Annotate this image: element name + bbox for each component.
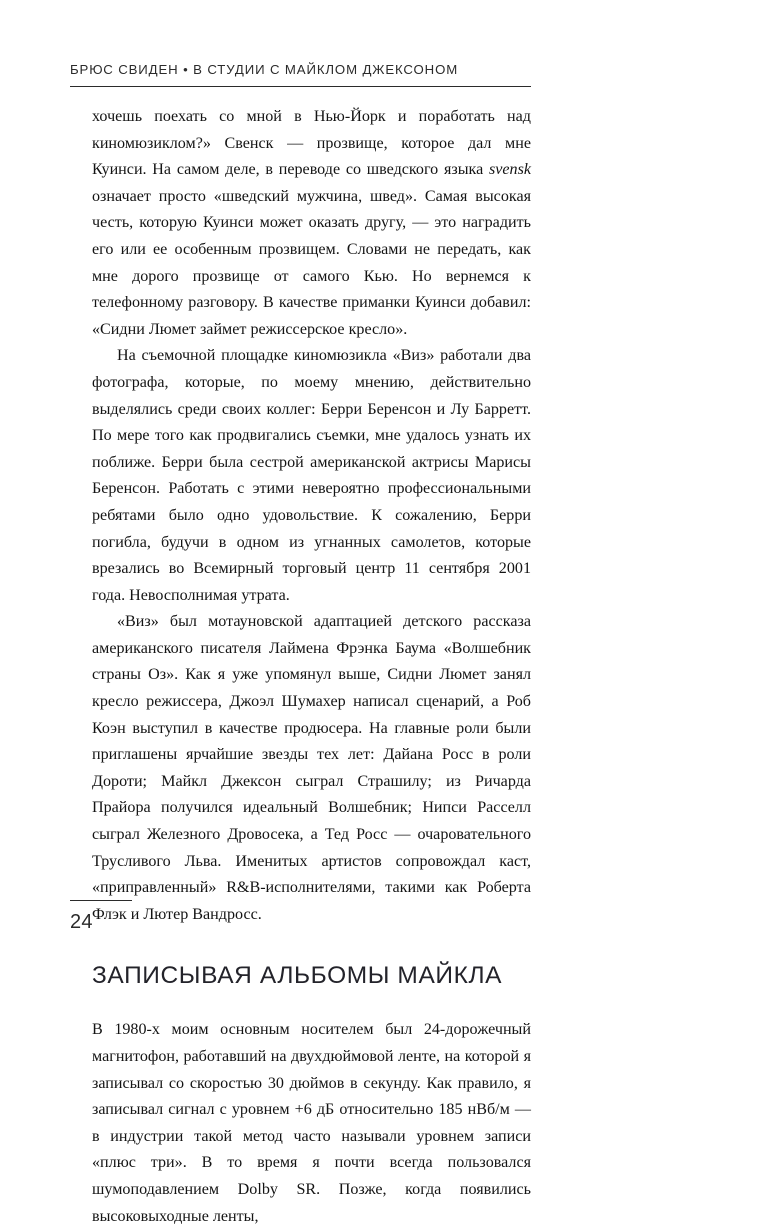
paragraph-2: На съемочной площадке киномюзикла «Виз» работали два фотографа, которые, по моему мнению, действительно выделялись среди своих коллег: Берри Беренсон и Лу Барретт. По мере того как продвигались съемки, мне удалось узнать их поближе. Берри была сестрой американской актрисы Марисы Беренсон. Работать с этими невероятно профессиональными ребятами было одно удовольствие. К сожалению, Берри погибла, будучи в одном из угнанных самолетов, которые врезались во Всемирный торговый центр 11 сентября 2001 года. Невосполнимая утрата. (92, 347, 531, 604)
paragraph-1-italic-term: svensk (488, 161, 531, 179)
section-heading: ЗАПИСЫВАЯ АЛЬБОМЫ МАЙКЛА (92, 962, 503, 990)
folio-rule (70, 900, 132, 901)
running-head-text: БРЮС СВИДЕН • В СТУДИИ С МАЙКЛОМ ДЖЕКСОНОМ (70, 62, 459, 77)
paragraph-1-text-b: означает просто «шведский мужчина, швед». Самая высокая честь, которую Куинси может оказать другу, — это наградить его или ее особенным прозвищем. Словами не передать, как мне дорого прозвище от самого Кью. Но вернемся к телефонному разговору. В качестве приманки Куинси добавил: «Сидни Люмет займет режиссерское кресло». (92, 187, 531, 338)
folio (70, 900, 160, 934)
paragraph-4: В 1980-х моим основным носителем был 24-дорожечный магнитофон, работавший на двухдюймовой ленте, на которой я записывал со скоростью 30 дюймов в секунду. Как правило, я записывал сигнал с уровнем +6 дБ относительно 185 нВб/м — в индустрии такой метод часто называли уровнем записи «плюс три». В то время я почти всегда пользовался шумоподавлением Dolby SR. Позже, когда появились высоковыходные ленты, (92, 1021, 531, 1225)
paragraph-3: «Виз» был мотауновской адаптацией детского рассказа американского писателя Лаймена Фрэнка Баума «Волшебник страны Оз». Как я уже упомянул выше, Сидни Люмет занял кресло режиссера, Джоэл Шумахер написал сценарий, а Роб Коэн выступил в качестве продюсера. На главные роли были приглашены ярчайшие звезды тех лет: Дайана Росс в роли Дороти; Майкл Джексон сыграл Страшилу; из Ричарда Прайора получился идеальный Волшебник; Нипси Расселл сыграл Железного Дровосека, а Тед Росс — очаровательного Трусливого Льва. Именитых артистов сопровождал каст, «приправленный» R&B-исполнителями, такими как Роберта Флэк и Лютер Вандросс. (92, 613, 531, 923)
paragraph-1-text-a: хочешь поехать со мной в Нью-Йорк и поработать над киномюзиклом?» Свенск — прозвище, которое дал мне Куинси. На самом деле, в переводе со шведского языка (92, 108, 531, 179)
page-number: 24 (70, 911, 93, 933)
running-head (70, 62, 531, 87)
running-head-rule (70, 86, 531, 87)
text-column (92, 104, 531, 1230)
paragraph-1 (92, 104, 531, 343)
